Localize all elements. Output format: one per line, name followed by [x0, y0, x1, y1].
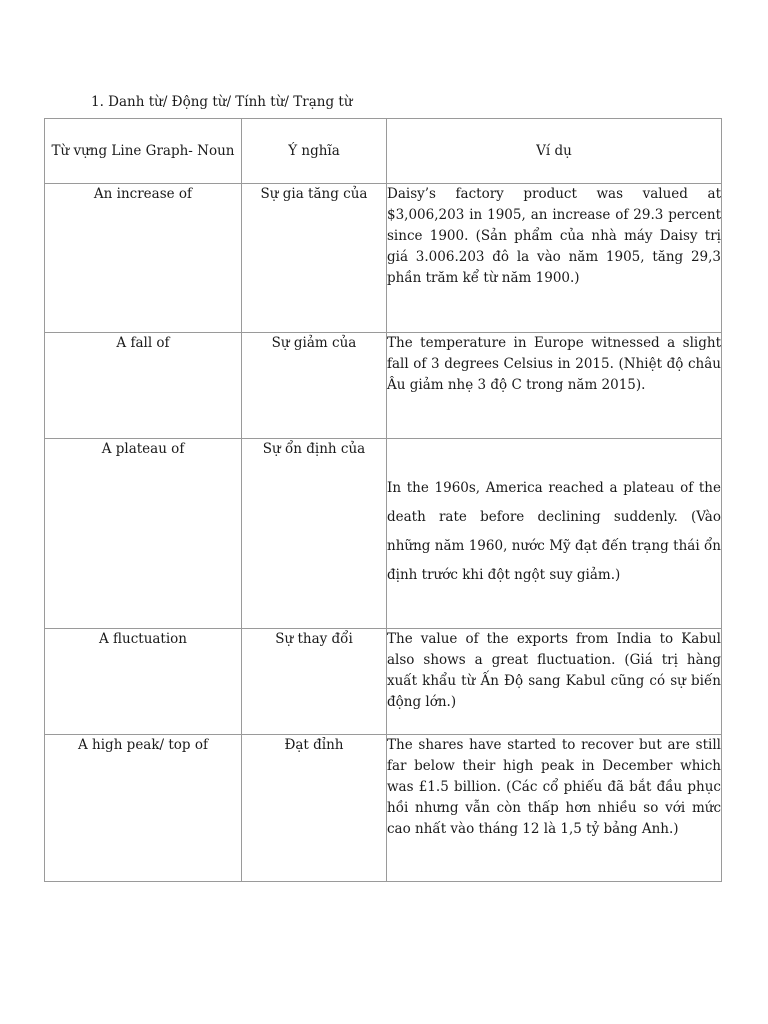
table-row: [45, 735, 722, 882]
table-row: [45, 629, 722, 735]
term-cell: A high peak/ top of: [45, 735, 242, 882]
example-cell: In the 1960s, America reached a plateau of the death rate before declining suddenly. (Vào những năm 1960, nước Mỹ đạt đến trạng thái ổn định trước khi đột ngột suy giảm.): [387, 439, 722, 629]
term-cell: A fall of: [45, 333, 242, 439]
meaning-cell: Sự thay đổi: [242, 629, 387, 735]
meaning-cell: Sự ổn định của: [242, 439, 387, 629]
meaning-cell: Đạt đỉnh: [242, 735, 387, 882]
section-heading: 1. Danh từ/ Động từ/ Tính từ/ Trạng từ: [91, 94, 353, 110]
meaning-cell: Sự giảm của: [242, 333, 387, 439]
header-example: Ví dụ: [387, 119, 722, 184]
term-cell: A plateau of: [45, 439, 242, 629]
table-row: [45, 439, 722, 629]
example-cell: The value of the exports from India to Kabul also shows a great fluctuation. (Giá trị hàng xuất khẩu từ Ấn Độ sang Kabul cũng có sự biến động lớn.): [387, 629, 722, 735]
table-row: [45, 184, 722, 333]
header-term: Từ vựng Line Graph- Noun: [45, 119, 242, 184]
example-cell: Daisy’s factory product was valued at $3,006,203 in 1905, an increase of 29.3 percent since 1900. (Sản phẩm của nhà máy Daisy trị giá 3.006.203 đô la vào năm 1905, tăng 29,3 phần trăm kể từ năm 1900.): [387, 184, 722, 333]
table-header-row: [45, 119, 722, 184]
example-cell: The shares have started to recover but are still far below their high peak in December which was £1.5 billion. (Các cổ phiếu đã bắt đầu phục hồi nhưng vẫn còn thấp hơn nhiều so với mức cao nhất vào tháng 12 là 1,5 tỷ bảng Anh.): [387, 735, 722, 882]
term-cell: An increase of: [45, 184, 242, 333]
term-cell: A fluctuation: [45, 629, 242, 735]
example-cell: The temperature in Europe witnessed a slight fall of 3 degrees Celsius in 2015. (Nhiệt độ châu Âu giảm nhẹ 3 độ C trong năm 2015).: [387, 333, 722, 439]
table-row: [45, 333, 722, 439]
vocabulary-table: [44, 118, 722, 882]
header-meaning: Ý nghĩa: [242, 119, 387, 184]
meaning-cell: Sự gia tăng của: [242, 184, 387, 333]
